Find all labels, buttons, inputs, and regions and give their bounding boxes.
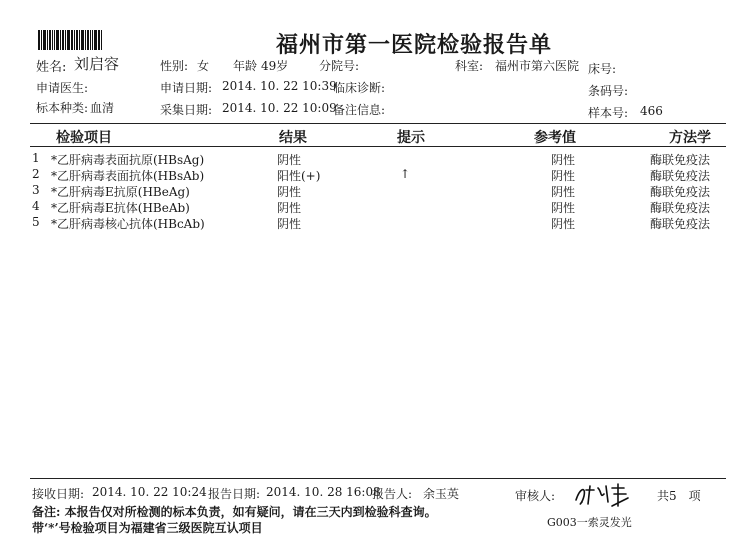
reporter-label: 报告人: — [372, 487, 413, 501]
row-method: 酶联免疫法 — [650, 185, 711, 199]
row-result: 阳性(+) — [277, 169, 321, 183]
row-reference: 阴性 — [551, 201, 576, 215]
specimen-label: 标本种类: — [36, 101, 89, 115]
report-title: 福州市第一医院检验报告单 — [276, 32, 553, 58]
row-item: *乙肝病毒表面抗体(HBsAb) — [51, 169, 205, 183]
footer-note-1: 备注: 本报告仅对所检测的标本负责，如有疑问，请在三天内到检验科查询。 — [32, 505, 437, 519]
row-number: 2 — [32, 167, 40, 181]
patient-age: 49岁 — [261, 59, 289, 73]
row-item: *乙肝病毒表面抗原(HBsAg) — [51, 153, 205, 167]
reviewer-signature — [572, 480, 632, 510]
remarks-label: 备注信息: — [333, 103, 386, 117]
bed-label: 床号: — [588, 62, 617, 76]
reporter-name: 余玉英 — [423, 487, 460, 501]
table-row — [0, 199, 735, 215]
row-result: 阴性 — [277, 153, 302, 167]
header-top-rule — [30, 123, 726, 124]
table-row — [0, 167, 735, 183]
footer-note-2: 带‘*’号检验项目为福建省三级医院互认项目 — [32, 521, 263, 535]
col-header-item: 检验项目 — [56, 130, 112, 146]
col-header-result: 结果 — [279, 130, 307, 146]
report-date: 2014. 10. 28 16:08 — [266, 485, 381, 499]
row-item: *乙肝病毒E抗体(HBeAb) — [51, 201, 190, 215]
table-row — [0, 215, 735, 231]
patient-name: 刘启容 — [74, 55, 120, 73]
row-reference: 阴性 — [551, 185, 576, 199]
row-hint: ↑ — [400, 167, 411, 181]
row-result: 阴性 — [277, 201, 302, 215]
barcode-label: 条码号: — [588, 84, 629, 98]
row-number: 4 — [32, 199, 40, 213]
row-number: 5 — [32, 215, 40, 229]
branch-label: 分院号: — [319, 59, 360, 73]
col-header-method: 方法学 — [669, 130, 711, 146]
age-label: 年龄 — [233, 59, 258, 73]
reviewer-code: G003一索灵发光 — [547, 516, 632, 529]
apply-date: 2014. 10. 22 10:39 — [222, 79, 337, 93]
row-reference: 阴性 — [551, 217, 576, 231]
table-row — [0, 183, 735, 199]
footer-top-rule — [30, 478, 726, 479]
name-label: 姓名: — [36, 60, 67, 75]
row-number: 3 — [32, 183, 40, 197]
sample-number: 466 — [640, 104, 663, 118]
reviewer-label: 审核人: — [515, 489, 556, 503]
receive-date-label: 接收日期: — [32, 487, 85, 501]
specimen-value: 血清 — [90, 101, 115, 115]
dept-label: 科室: — [455, 59, 484, 73]
sex-label: 性别: — [160, 59, 189, 73]
row-method: 酶联免疫法 — [650, 201, 711, 215]
row-number: 1 — [32, 151, 40, 165]
collect-date: 2014. 10. 22 10:09 — [222, 101, 337, 115]
doctor-label: 申请医生: — [36, 81, 89, 95]
collect-date-label: 采集日期: — [160, 103, 213, 117]
col-header-reference: 参考值 — [534, 130, 576, 146]
item-count: 共5 项 — [657, 489, 701, 503]
report-date-label: 报告日期: — [208, 487, 261, 501]
row-item: *乙肝病毒E抗原(HBeAg) — [51, 185, 190, 199]
apply-date-label: 申请日期: — [160, 81, 213, 95]
row-reference: 阴性 — [551, 153, 576, 167]
col-header-hint: 提示 — [397, 130, 425, 146]
patient-sex: 女 — [197, 59, 210, 73]
barcode-image — [38, 30, 118, 50]
sample-label: 样本号: — [588, 106, 629, 120]
table-row — [0, 151, 735, 167]
row-method: 酶联免疫法 — [650, 217, 711, 231]
diagnosis-label: 临床诊断: — [333, 81, 386, 95]
row-item: *乙肝病毒核心抗体(HBcAb) — [51, 217, 205, 231]
dept-value: 福州市第六医院 — [495, 59, 580, 73]
row-result: 阴性 — [277, 185, 302, 199]
row-reference: 阴性 — [551, 169, 576, 183]
header-bottom-rule — [30, 146, 726, 147]
row-method: 酶联免疫法 — [650, 153, 711, 167]
row-method: 酶联免疫法 — [650, 169, 711, 183]
row-result: 阴性 — [277, 217, 302, 231]
receive-date: 2014. 10. 22 10:24 — [92, 485, 207, 499]
